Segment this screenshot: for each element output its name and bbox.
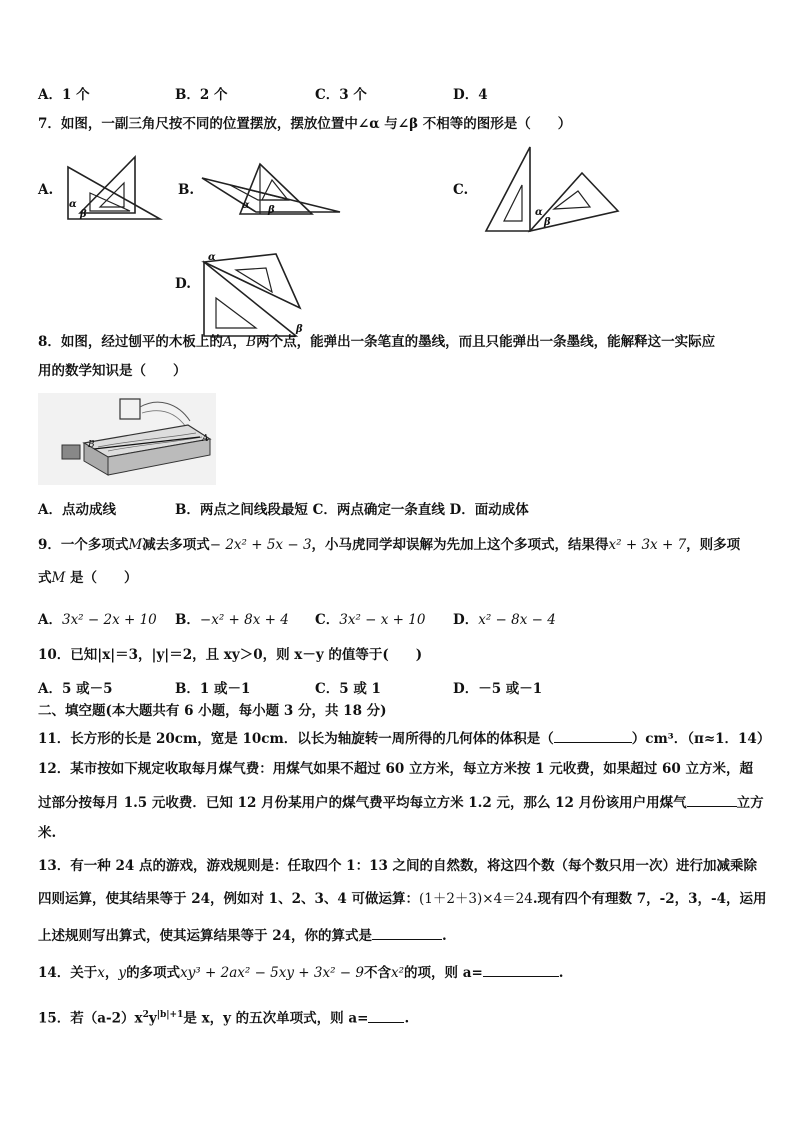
q7-b-alpha: α [242, 200, 250, 211]
q8-stem-line1: 8．如图，经过刨平的木板上的A，B两个点，能弹出一条笔直的墨线，而且只能弹出一条墨线，能解释这一实际应 [38, 334, 716, 350]
q7-figure-c [482, 145, 622, 235]
q8-point-b: B [246, 334, 257, 350]
q10-option-d: D．－5 或－1 [453, 681, 543, 697]
q7-figure-a [60, 155, 165, 225]
q9-poly1: − 2x² + 5x − 3 [209, 537, 312, 553]
q9-m: M [128, 537, 143, 553]
q7-stem: 7．如图，一副三角尺按不同的位置摆放，摆放位置中∠α 与∠β 不相等的图形是（ ） [38, 116, 572, 132]
q7-label-b: B. [178, 182, 195, 198]
svg-text:A: A [202, 434, 209, 444]
q7-label-d: D. [175, 276, 191, 292]
q13-answer-blank [372, 925, 442, 940]
q7-a-alpha: α [69, 199, 77, 210]
q12-line2: 过部分按每月 1.5 元收费．已知 12 月份某用户的煤气费平均每立方米 1.2 元，那么 12 月份该用户用煤气 立方 [38, 792, 764, 812]
q13-line3: 上述规则写出算式，使其运算结果等于 24，你的算式是 . [38, 925, 447, 945]
q7-d-beta: β [296, 324, 303, 335]
q12-line1: 12．某市按如下规定收取每月煤气费：用煤气如果不超过 60 立方米，每立方米按 1 元收费，如果超过 60 立方米，超 [38, 761, 753, 777]
q6-option-c: C．3 个 [315, 87, 367, 103]
q7-label-c: C. [453, 182, 469, 198]
q12-line3: 米. [38, 825, 57, 841]
q10-option-c: C．5 或 1 [315, 681, 381, 697]
q8-stem-line2: 用的数学知识是（ ） [38, 363, 187, 379]
q7-c-alpha: α [535, 207, 543, 218]
q14-text: 14．关于x，y的多项式xy³ + 2ax² − 5xy + 3x² − 9不含x²的项，则 a= . [38, 962, 564, 982]
q11-answer-blank [554, 728, 632, 743]
q9-option-b: B．−x² + 8x + 4 [175, 612, 289, 628]
q9-poly2: x² + 3x + 7 [608, 537, 687, 553]
q8-option-a: A．点动成线 [38, 502, 116, 518]
q9-stem-line1: 9．一个多项式M减去多项式− 2x² + 5x − 3，小马虎同学却误解为先加上这个多项式，结果得x² + 3x + 7，则多项 [38, 537, 741, 553]
q9-option-d: D．x² − 8x − 4 [453, 612, 556, 628]
q14-answer-blank [483, 962, 559, 977]
q9-option-c: C．3x² − x + 10 [315, 612, 426, 628]
q13-line2: 四则运算，使其结果等于 24，例如对 1、2、3、4 可做运算：(1＋2＋3)×4＝24.现有四个有理数 7，-2，3，-4，运用 [38, 891, 767, 907]
q15-text: 15．若$(a-2)x^2y^{|b|+1}$是 x，y 的五次单项式，则 a= . [38, 1006, 409, 1028]
q6-option-b: B．2 个 [175, 87, 228, 103]
svg-text:B: B [88, 440, 95, 450]
q7-figure-d [200, 248, 315, 343]
q7-b-beta: β [268, 205, 275, 216]
q7-c-beta: β [544, 217, 551, 228]
q12-answer-blank [687, 792, 737, 807]
q10-option-a: A．5 或－5 [38, 681, 113, 697]
section-2-heading: 二、填空题(本大题共有 6 小题，每小题 3 分，共 18 分) [38, 703, 387, 719]
q9-option-a: A．3x² − 2x + 10 [38, 612, 157, 628]
q7-a-beta: β [80, 209, 87, 220]
q7-d-alpha: α [208, 252, 216, 263]
q6-option-a: A．1 个 [38, 87, 90, 103]
q6-option-d: D．4 [453, 87, 488, 103]
q10-stem: 10．已知|x|＝3，|y|＝2，且 xy＞0，则 x－y 的值等于( ) [38, 647, 423, 663]
q7-label-a: A. [38, 182, 54, 198]
q13-example-expr: (1＋2＋3)×4＝24 [418, 891, 533, 907]
q10-option-b: B．1 或－1 [175, 681, 251, 697]
q9-stem-line2: 式M 是（ ） [38, 570, 138, 586]
q7-figure-b [200, 160, 350, 220]
q14-polynomial: xy³ + 2ax² − 5xy + 3x² − 9 [180, 965, 364, 981]
q15-answer-blank [368, 1008, 404, 1023]
q8-point-a: A [222, 334, 233, 350]
q11-text: 11．长方形的长是 20cm，宽是 10cm．以长为轴旋转一周所得的几何体的体积是（ ）cm³．（π≈1．14） [38, 728, 770, 748]
q13-line1: 13．有一种 24 点的游戏，游戏规则是：任取四个 1：13 之间的自然数，将这四个数（每个数只用一次）进行加减乘除 [38, 858, 758, 874]
q8-woodboard-figure [38, 393, 216, 485]
q8-option-bcd: B．两点之间线段最短 C．两点确定一条直线 D．面动成体 [175, 502, 529, 518]
